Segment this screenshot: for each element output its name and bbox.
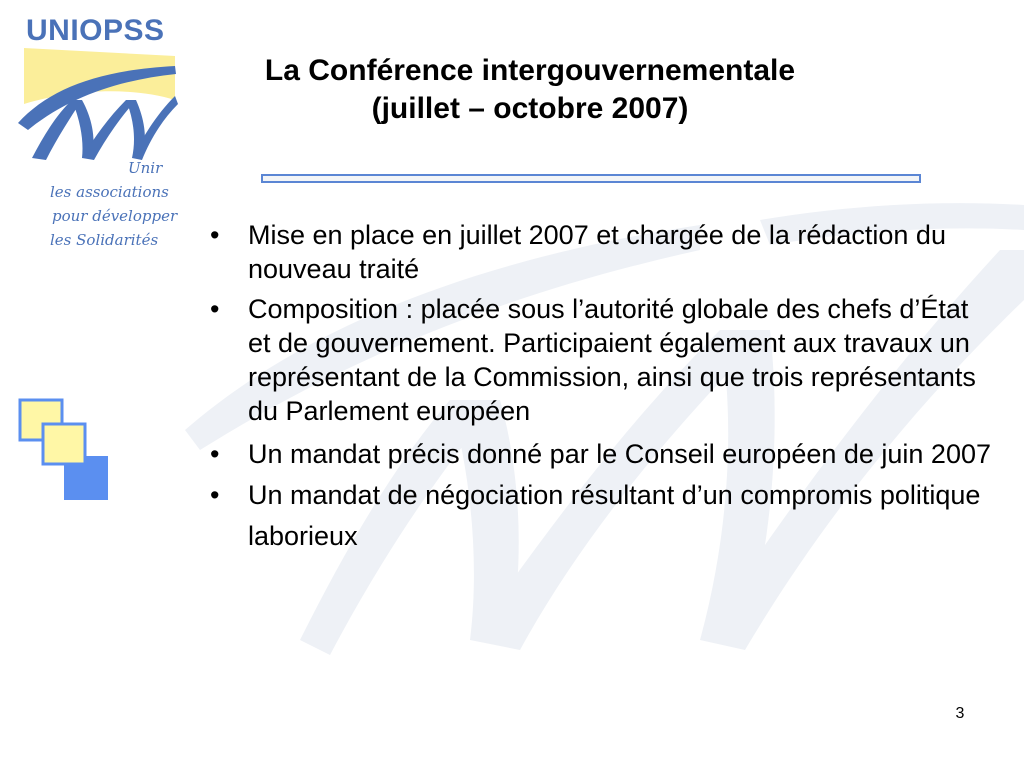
bullet-marker: • [210,294,220,324]
slide-title-line: La Conférence intergouvernementale [264,54,796,87]
bullet-marker: • [210,480,220,510]
decorative-squares-icon [18,398,110,502]
slide-title [230,52,830,128]
bullet-item [208,434,998,475]
uniopss-logo [10,8,185,258]
bullet-text: Un mandat de négociation résultant d’un compromis politique laborieux [248,480,981,551]
logo-tagline-line: Unir [128,159,163,177]
title-divider [261,174,921,183]
bullet-marker: • [210,439,220,469]
logo-tagline-line: les associations [50,183,169,201]
logo-name: UNIOPSS [26,14,165,47]
logo-tagline-line: pour développer [52,207,178,225]
slide-title-line: (juillet – octobre 2007) [371,92,689,125]
bullet-text: Un mandat précis donné par le Conseil européen de juin 2007 [248,439,992,469]
bullet-item [208,475,998,557]
page-number: 3 [955,705,965,722]
bullet-marker: • [210,220,220,250]
bullet-list [208,218,998,557]
bullet-item [208,218,998,286]
bullet-text: Composition : placée sous l’autorité globale des chefs d’État et de gouvernement. Participaient également aux travaux un représentant de la Commission, ainsi que trois représentants du Parlement européen [248,294,976,426]
bullet-text: Mise en place en juillet 2007 et chargée de la rédaction du nouveau traité [248,220,946,284]
bullet-item [208,292,998,428]
logo-tagline-line: les Solidarités [50,231,159,249]
logo-tagline [50,156,185,252]
